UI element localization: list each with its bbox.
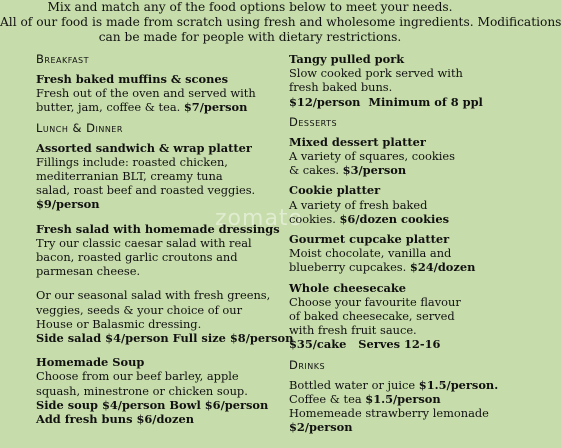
item-description-with-price	[36, 100, 284, 114]
item-description: salad, roast beef and roasted veggies.	[36, 183, 256, 198]
menu-item-cupcake-platter	[289, 232, 497, 275]
item-description: Slow cooked pork served with	[289, 66, 463, 81]
item-description: A variety of fresh baked	[289, 197, 428, 212]
drink-water-juice	[289, 378, 497, 392]
item-price: $7/person	[183, 100, 248, 115]
intro-line: can be made for people with dietary restrictions.	[98, 30, 402, 44]
item-description: fresh baked buns.	[289, 80, 393, 95]
item-price: $3/person	[342, 163, 407, 178]
menu-item-cookie-platter	[289, 183, 497, 226]
item-price: $2/person	[289, 420, 353, 435]
menu-item-whole-cheesecake	[289, 281, 497, 352]
intro-text	[0, 0, 561, 45]
item-description: blueberry cupcakes.	[289, 260, 407, 275]
item-description: squash, minestrone or chicken soup.	[36, 383, 248, 398]
menu-item-sandwich-platter	[36, 141, 284, 212]
item-price: Side soup $4/person Bowl $6/person	[36, 397, 269, 412]
item-description: with fresh fruit sauce.	[289, 323, 417, 338]
menu-item-seasonal-salad	[36, 288, 294, 346]
item-price: $12/person Minimum of 8 ppl	[289, 94, 483, 109]
item-price: $24/dozen	[409, 260, 476, 275]
item-title: Fresh salad with homemade dressings	[36, 221, 280, 236]
item-price: $6/dozen cookies	[339, 211, 450, 226]
section-heading-drinks: Drinks	[289, 357, 326, 372]
item-description: Or our seasonal salad with fresh greens,	[36, 288, 271, 303]
item-description-with-price	[289, 212, 497, 226]
item-title: Assorted sandwich & wrap platter	[36, 140, 252, 155]
item-price: $9/person	[36, 197, 100, 212]
item-description: Choose your favourite flavour	[289, 294, 461, 309]
item-price: Add fresh buns $6/dozen	[36, 412, 195, 427]
menu-item-muffins	[36, 72, 284, 115]
intro-line: All of our food is made from scratch using fresh and wholesome ingredients. Modifications	[0, 15, 561, 29]
menu-item-pulled-pork	[289, 52, 497, 109]
item-description-with-price	[289, 260, 497, 274]
section-heading-desserts: Desserts	[289, 114, 338, 129]
right-column	[289, 52, 497, 434]
item-description: House or Balasmic dressing.	[36, 316, 202, 331]
item-description: Bottled water or juice	[289, 377, 416, 392]
item-description: Coffee & tea	[289, 391, 362, 406]
item-price: $1.5/person	[365, 391, 441, 406]
item-description: cookies.	[289, 211, 336, 226]
item-title: Gourmet cupcake platter	[289, 232, 450, 247]
item-title: Mixed dessert platter	[289, 134, 426, 149]
item-title: Fresh baked muffins & scones	[36, 72, 229, 86]
menu-item-drinks	[289, 378, 497, 435]
item-description-with-price	[289, 163, 497, 177]
item-description: Moist chocolate, vanilla and	[289, 246, 452, 261]
menu-item-fresh-salad	[36, 222, 284, 279]
item-description: butter, jam, coffee & tea.	[36, 100, 181, 115]
item-price: Side salad $4/person Full size $8/person	[36, 331, 294, 346]
item-description: Try our classic caesar salad with real	[36, 235, 252, 250]
item-description: parmesan cheese.	[36, 264, 141, 279]
item-price: $1.5/person.	[418, 377, 499, 392]
item-description: Fillings include: roasted chicken,	[36, 154, 228, 169]
item-description: Choose from our beef barley, apple	[36, 369, 239, 384]
left-column	[36, 52, 294, 427]
item-title: Cookie platter	[289, 183, 381, 198]
intro-line: Mix and match any of the food options below to meet your needs.	[47, 0, 453, 14]
watermark-logo: zomato	[215, 206, 304, 231]
item-price: $35/cake Serves 12-16	[289, 337, 441, 352]
item-description: Fresh out of the oven and served with	[36, 86, 256, 101]
menu-item-homemade-soup	[36, 355, 284, 426]
item-title: Homemade Soup	[36, 355, 145, 370]
section-heading-breakfast: Breakfast	[36, 52, 90, 66]
item-description: A variety of squares, cookies	[289, 149, 455, 164]
drink-lemonade: Homemeade strawberry lemonade	[289, 406, 489, 421]
item-description: of baked cheesecake, served	[289, 309, 455, 324]
item-description: mediterranian BLT, creamy tuna	[36, 169, 223, 184]
item-description: & cakes.	[289, 163, 340, 178]
section-heading-lunch-dinner: Lunch & Dinner	[36, 120, 123, 135]
item-title: Tangy pulled pork	[289, 52, 405, 66]
item-title: Whole cheesecake	[289, 280, 407, 295]
drink-coffee-tea	[289, 392, 497, 406]
item-description: veggies, seeds & your choice of our	[36, 302, 243, 317]
menu-item-mixed-dessert	[289, 135, 497, 178]
item-description: bacon, roasted garlic croutons and	[36, 250, 238, 265]
